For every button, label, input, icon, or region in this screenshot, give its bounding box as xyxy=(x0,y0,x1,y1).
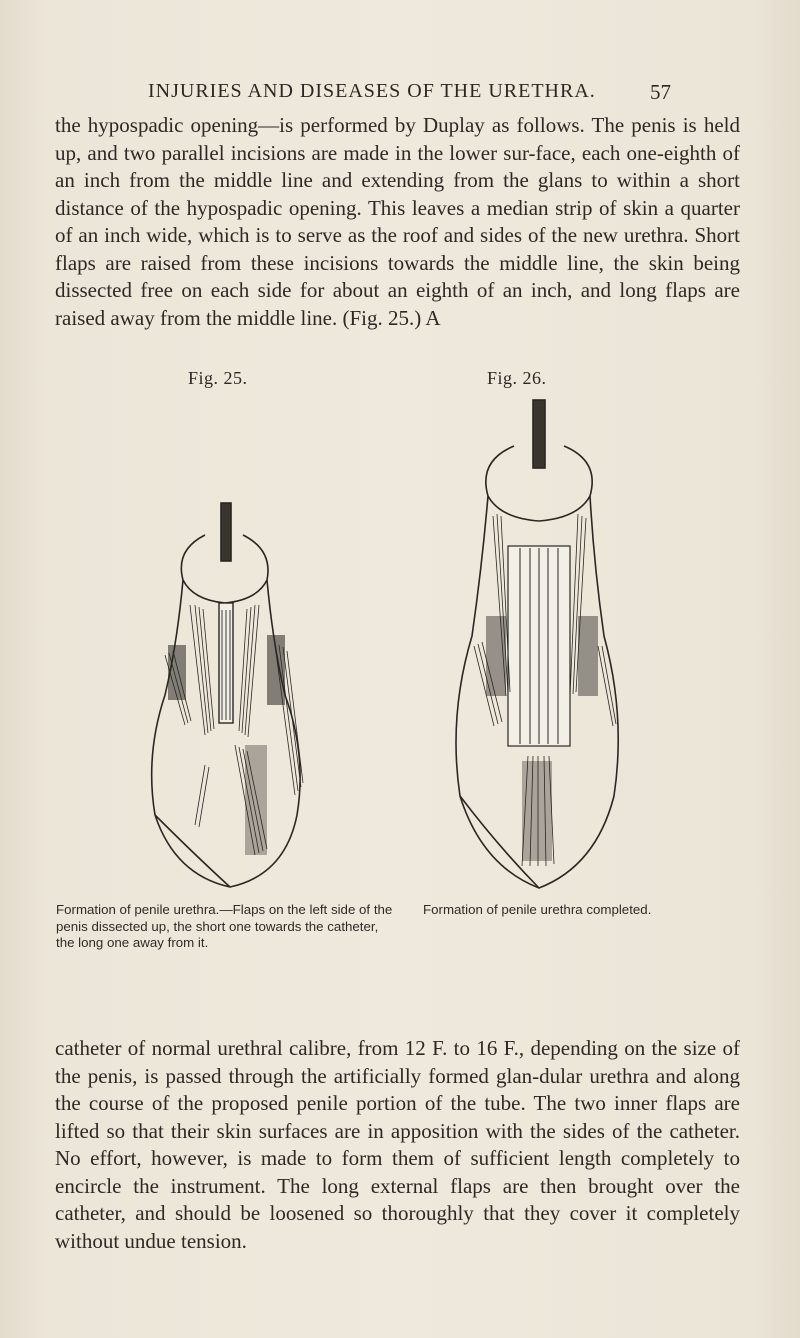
figure-26-label: Fig. 26. xyxy=(487,368,547,388)
figure-26-illustration xyxy=(438,396,636,896)
page-number: 57 xyxy=(650,80,671,104)
figure-25-illustration xyxy=(135,495,310,895)
figure-25-caption: Formation of penile urethra.—Flaps on the left side of the penis dissected up, the short one towards the catheter, the long one away from it. xyxy=(56,902,393,950)
running-head-title: INJURIES AND DISEASES OF THE URETHRA. xyxy=(148,80,596,102)
body-paragraph-top: the hypospadic opening—is performed by Duplay as follows. The penis is held up, and two parallel incisions are made in the lower sur-face, each one-eighth of an inch from the middle line and extending from the glans to within a short distance of the hypospadic opening. This leaves a median strip of skin a quarter of an inch wide, which is to serve as the roof and sides of the new urethra. Short flaps are raised from these incisions towards the middle line, the skin being dissected free on each side for about an eighth of an inch, and long flaps are raised away from the middle line. (Fig. 25.) A xyxy=(55,113,740,330)
figure-26-caption: Formation of penile urethra completed. xyxy=(423,902,652,917)
figure-25-label: Fig. 25. xyxy=(188,368,248,388)
body-paragraph-bottom: catheter of normal urethral calibre, from 12 F. to 16 F., depending on the size of the penis, is passed through the artificially formed glan-dular urethra and along the course of the proposed penile portion of the tube. The two inner flaps are lifted so that their skin surfaces are in apposition with the sides of the catheter. No effort, however, is made to form them of sufficient length completely to encircle the instrument. The long external flaps are then brought over the catheter, and should be loosened so thoroughly that they cover it completely without undue tension. xyxy=(55,1036,740,1253)
